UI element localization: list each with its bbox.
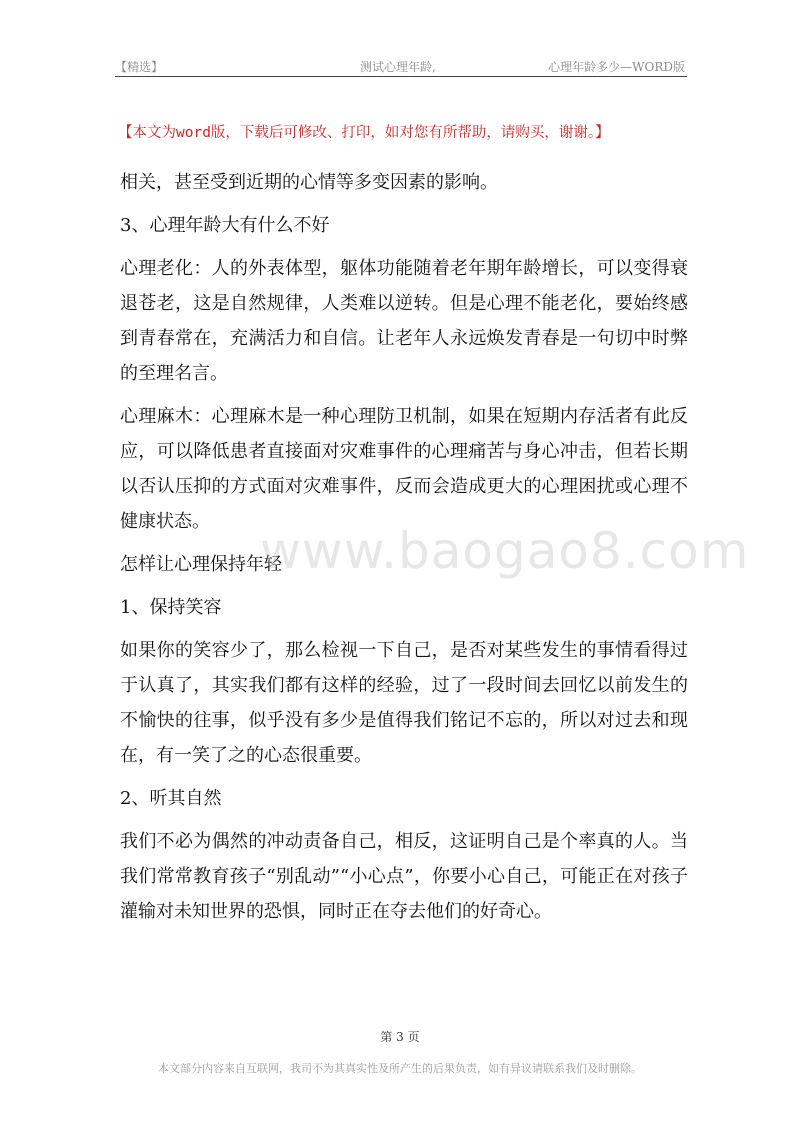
section-heading-stay-young: 怎样让心理保持年轻: [120, 554, 282, 575]
watermark: www.baogao8.com: [260, 522, 750, 580]
paragraph-let-it-be: 我们不必为偶然的冲动责备自己，相反，这证明自己是个率真的人。当我们常常教育孩子“别乱动”“小心点”，你要小心自己，可能正在对孩子灌输对未知世界的恐惧，同时正在夺去他们的好奇心。: [120, 831, 688, 922]
section-heading-1: 1、保持笑容: [120, 597, 222, 618]
page-footer: 本文部分内容来自互联网，我司不为其真实性及所产生的后果负责，如有异议请联系我们及时删除。: [158, 1062, 642, 1075]
header-tag: 【精选】: [115, 60, 164, 74]
document-notice: 【本文为word版，下载后可修改、打印，如对您有所帮助，请购买，谢谢。】: [118, 125, 610, 141]
page-number: 第 3 页: [380, 1030, 420, 1044]
paragraph-continuation: 相关，甚至受到近期的心情等多变因素的影响。: [120, 172, 498, 193]
section-heading-3: 3、心理年龄大有什么不好: [120, 215, 330, 236]
page-header: [115, 58, 685, 76]
paragraph-psychological-aging: 心理老化：人的外表体型，躯体功能随着老年期年龄增长，可以变得衰退苍老，这是自然规律，人类难以逆转。但是心理不能老化，要始终感到青春常在，充满活力和自信。让老年人永远焕发青春是一句切中时弊的至理名言。: [120, 258, 688, 384]
header-divider: [115, 76, 687, 77]
paragraph-psychological-numbness: 心理麻木：心理麻木是一种心理防卫机制，如果在短期内存活者有此反应，可以降低患者直接面对灾难事件的心理痛苦与身心冲击，但若长期以否认压抑的方式面对灾难事件，反而会造成更大的心理困扰或心理不健康状态。: [120, 406, 688, 532]
header-title: 测试心理年龄,: [360, 60, 436, 74]
header-subtitle: 心理年龄多少—WORD版: [548, 60, 685, 74]
paragraph-keep-smiling: 如果你的笑容少了，那么检视一下自己，是否对某些发生的事情看得过于认真了，其实我们都有这样的经验，过了一段时间去回忆以前发生的不愉快的往事，似乎没有多少是值得我们铭记不忘的，所以对过去和现在，有一笑了之的心态很重要。: [120, 640, 688, 766]
section-heading-2: 2、听其自然: [120, 788, 222, 809]
